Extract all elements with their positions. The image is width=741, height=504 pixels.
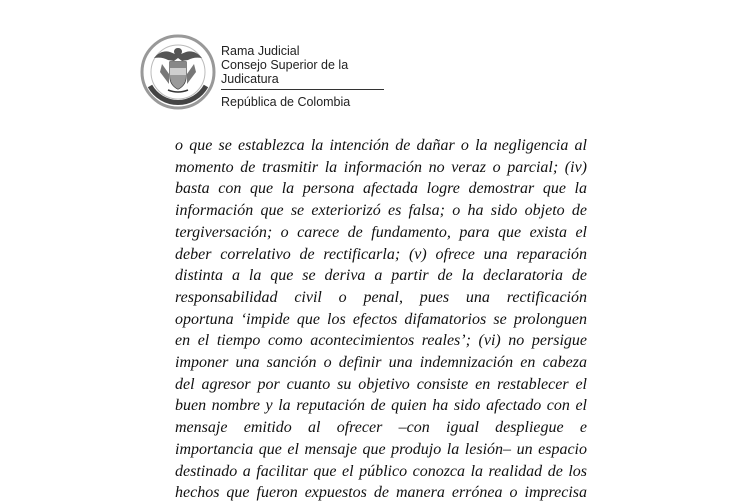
text-line: hechos que fueron expuestos de manera errónea o imprecisa — [175, 484, 587, 502]
text-line: momento de trasmitir la información no veraz o parcial; (iv) — [175, 158, 587, 176]
text-line: buen nombre y la reputación de quien ha sido afectado con el — [175, 397, 587, 415]
coat-of-arms-seal-icon — [140, 34, 216, 110]
letterhead — [140, 34, 400, 110]
text-line: oportuna ‘impide que los efectos difamatorios se prolonguen — [175, 310, 587, 328]
text-line: deber correlativo de rectificarla; (v) ofrece una reparación — [175, 245, 587, 263]
text-line: mensaje emitido al ofrecer –con igual despliegue e — [175, 419, 587, 437]
text-line: importancia que el mensaje que produjo la lesión– un espacio — [175, 440, 587, 458]
text-line: tergiversación; o carece de fundamento, para que exista el — [175, 223, 587, 241]
document-body — [175, 135, 587, 504]
text-line: responsabilidad civil o penal, pues una rectificación — [175, 288, 587, 306]
text-line: basta con que la persona afectada logre demostrar que la — [175, 180, 587, 198]
org-line-1: Rama Judicial — [221, 44, 300, 58]
text-line: información que se exteriorizó es falsa; o ha sido objeto de — [175, 202, 587, 220]
org-line-2: Consejo Superior de la Judicatura — [221, 58, 349, 86]
text-line: imponer una sanción o definir una indemnización en cabeza — [175, 354, 587, 372]
divider — [221, 89, 384, 90]
text-line: o que se establezca la intención de dañar o la negligencia al — [175, 137, 587, 154]
text-line: del agresor por cuanto su objetivo consiste en restablecer el — [175, 375, 587, 393]
text-line: en el tiempo como acontecimientos reales’; (vi) no persigue — [175, 332, 587, 350]
organization-name — [221, 44, 400, 109]
text-line: destinado a facilitar que el público conozca la realidad de los — [175, 462, 587, 480]
text-line: distinta a la que se deriva a partir de la declaratoria de — [175, 267, 587, 285]
org-line-3: República de Colombia — [221, 95, 351, 109]
